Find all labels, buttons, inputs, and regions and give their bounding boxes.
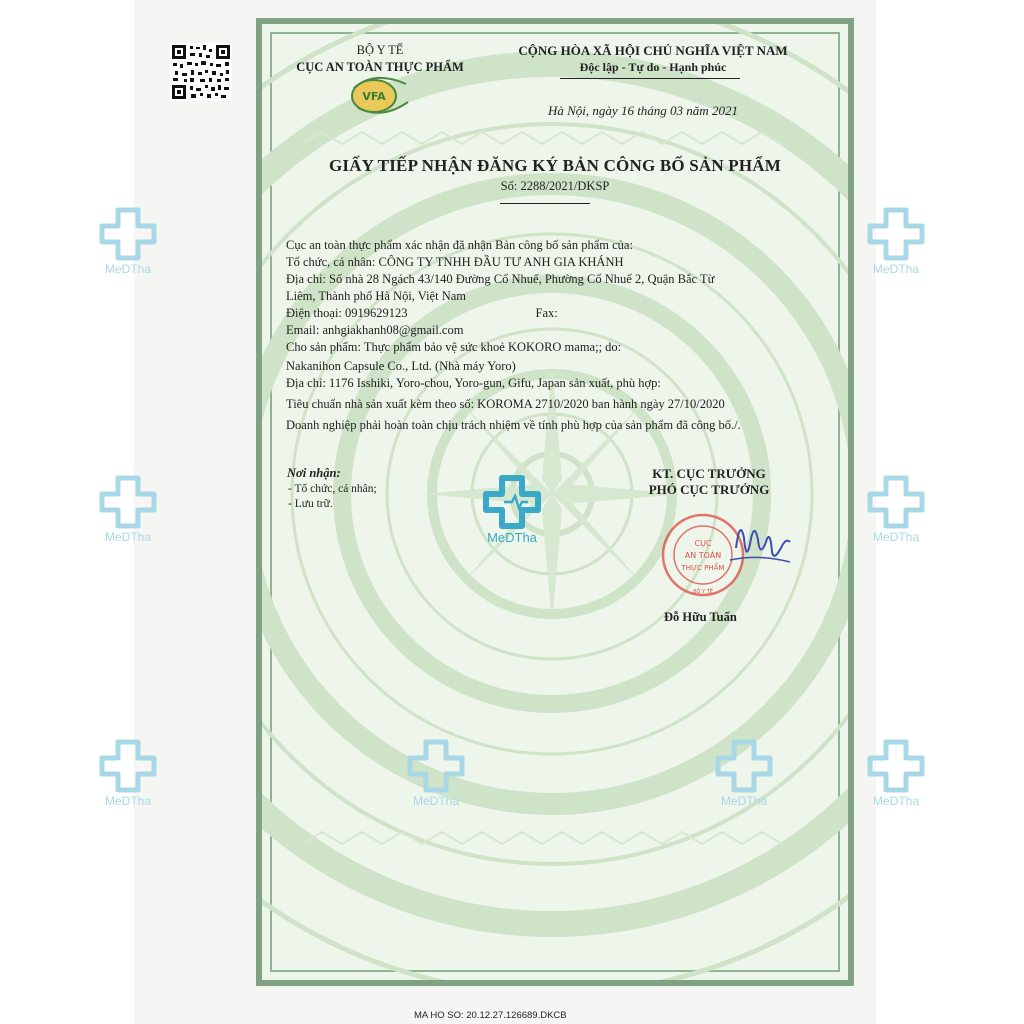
watermark-text: MeDTha [872, 530, 919, 544]
issuer-header [272, 42, 488, 76]
body-line: Liêm, Thành phố Hà Nội, Việt Nam [286, 289, 467, 303]
watermark-center [480, 474, 544, 546]
motto-underline [560, 78, 740, 79]
watermark [96, 738, 160, 810]
vfa-logo [340, 70, 424, 120]
watermark-text: MeDTha [104, 262, 151, 276]
watermark-center-text: MeDTha [487, 530, 537, 545]
document-number: Số: 2288/2021/DKSP [500, 179, 610, 193]
body-line: Cho sản phẩm: Thực phẩm bảo vệ sức khoẻ KOKORO mama;; do: [286, 340, 622, 354]
vfa-logo-text: VFA [362, 90, 386, 103]
body-line: Địa chỉ: 1176 Isshiki, Yoro-chou, Yoro-gun, Gifu, Japan sản xuất, phù hợp: [286, 376, 661, 390]
watermark [96, 206, 160, 278]
watermark [864, 474, 928, 546]
signatory-line: KT. CỤC TRƯỞNG [652, 466, 766, 481]
body-line: Doanh nghiệp phải hoàn toàn chịu trách nhiệm về tính phù hợp của sản phẩm đã công bố./. [286, 418, 741, 432]
country-name: CỘNG HÒA XÃ HỘI CHỦ NGHĨA VIỆT NAM [518, 43, 788, 58]
seal-bottom-text: THỰC PHẨM [681, 564, 725, 572]
document-title: GIẤY TIẾP NHẬN ĐĂNG KÝ BẢN CÔNG BỐ SẢN PHẨM [328, 156, 782, 175]
recipient-item: - Lưu trữ. [288, 498, 333, 510]
fax: Fax: [535, 306, 558, 320]
recipients-title: Nơi nhận: [287, 466, 341, 480]
national-motto: Độc lập - Tự do - Hạnh phúc [579, 60, 727, 74]
title-underline [500, 203, 590, 204]
file-code-footer: MA HO SO: 20.12.27.126689.DKCB [414, 1010, 567, 1021]
watermark-text: MeDTha [872, 262, 919, 276]
watermark-text: MeDTha [104, 530, 151, 544]
document-body [286, 237, 741, 434]
watermark [864, 738, 928, 810]
watermark [864, 206, 928, 278]
department-name: CỤC AN TOÀN THỰC PHẨM [296, 60, 464, 74]
body-line: Tổ chức, cá nhân: CÔNG TY TNHH ĐẦU TƯ ANH GIA KHÁNH [286, 255, 624, 269]
signatory-title [614, 466, 804, 498]
email: Email: anhgiakhanh08@gmail.com [286, 323, 464, 337]
watermark [96, 474, 160, 546]
state-header [488, 42, 818, 76]
seal-mid-text: AN TOÀN [684, 551, 722, 560]
watermark-text: MeDTha [104, 794, 151, 808]
body-line: Địa chỉ: Số nhà 28 Ngách 43/140 Đường Cổ Nhuế, Phường Cổ Nhuế 2, Quận Bắc Từ [286, 272, 715, 286]
watermark [712, 738, 776, 810]
watermark-text: MeDTha [412, 794, 459, 808]
body-line: Tiêu chuẩn nhà sản xuất kèm theo số: KOROMA 2710/2020 ban hành ngày 27/10/2020 [286, 397, 725, 411]
seal-top-text: CỤC [694, 539, 712, 548]
watermark-text: MeDTha [872, 794, 919, 808]
watermark [404, 738, 468, 810]
phone-fax-line [286, 305, 741, 322]
recipient-item: - Tổ chức, cá nhân; [288, 483, 377, 495]
signer-name: Đỗ Hữu Tuấn [664, 610, 737, 624]
phone: Điện thoại: 0919629123 [286, 306, 408, 320]
signatory-line: PHÓ CỤC TRƯỞNG [648, 482, 770, 497]
watermark-text: MeDTha [720, 794, 767, 808]
body-line: Cục an toàn thực phẩm xác nhận đã nhận Bản công bố sản phẩm của: [286, 238, 633, 252]
seal-ring-text: BỘ Y TẾ [693, 589, 713, 595]
issue-date: Hà Nội, ngày 16 tháng 03 năm 2021 [548, 103, 738, 118]
recipients-list [288, 482, 377, 512]
body-line: Nakanihon Capsule Co., Ltd. (Nhà máy Yoro) [286, 359, 516, 373]
qr-code [170, 43, 232, 101]
handwritten-signature [720, 508, 800, 588]
ministry-name: BỘ Y TẾ [356, 43, 404, 57]
